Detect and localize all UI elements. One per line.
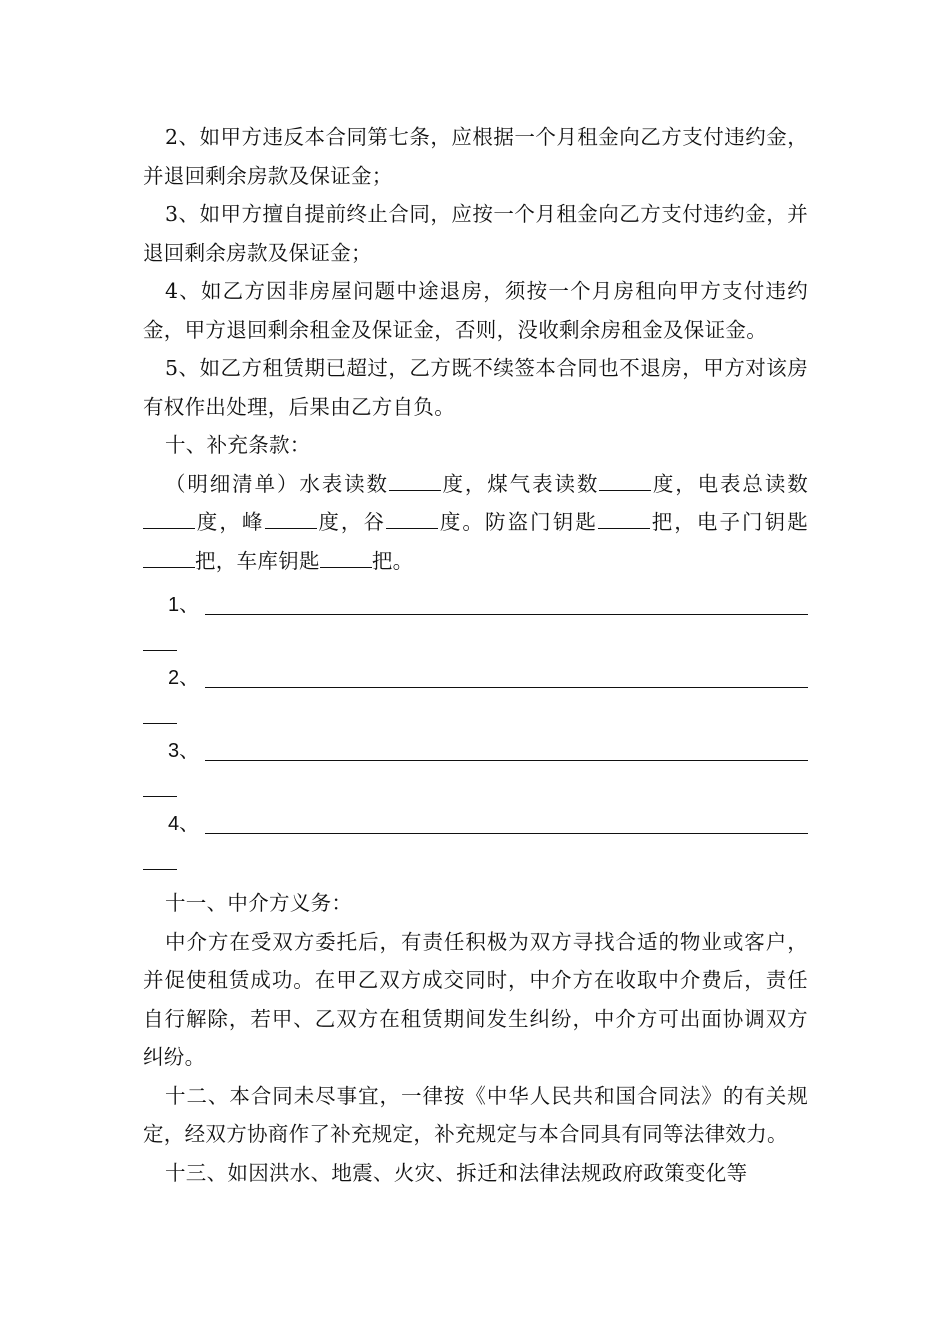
fill-line — [205, 833, 808, 834]
supplementary-item-number: 2、 — [168, 667, 200, 689]
section-thirteen-text: 十三、如因洪水、地震、火灾、拆迁和法律法规政府政策变化等 — [165, 1160, 748, 1185]
supplementary-item-number: 1、 — [168, 594, 200, 616]
e-door-key-blank — [143, 547, 195, 568]
gas-reading-blank — [599, 470, 651, 491]
valley-reading-blank — [386, 508, 438, 529]
supplementary-item-4 — [143, 805, 808, 878]
clause-item-2: 2、如甲方违反本合同第七条，应根据一个月租金向乙方支付违约金，并退回剩余房款及保证金； — [143, 125, 808, 188]
fill-line-continuation — [143, 650, 177, 651]
section-heading-supplementary: 十、补充条款： — [165, 433, 311, 457]
detail-text-peak: 度，峰 — [195, 510, 265, 534]
electric-total-blank — [143, 508, 195, 529]
water-reading-blank — [389, 470, 441, 491]
supplementary-item-2 — [143, 659, 808, 732]
fill-line — [205, 687, 808, 688]
detail-text-gas: 度，煤气表读数 — [440, 471, 600, 496]
detail-text-electric: 度，电表总读数 — [651, 471, 809, 496]
clause-item-5: 5、如乙方租赁期已超过，乙方既不续签本合同也不退房，甲方对该房有权作出处理，后果由乙方自负。 — [143, 356, 808, 419]
clause-item-4: 4、如乙方因非房屋问题中途退房，须按一个月房租向甲方支付违约金，甲方退回剩余租金及保证金，否则，没收剩余房租金及保证金。 — [143, 279, 808, 342]
detail-text-e-door-key: 把，电子门钥匙 — [649, 510, 808, 534]
door-key-blank — [598, 508, 650, 529]
fill-line-continuation — [143, 796, 177, 797]
document-body — [143, 118, 808, 1192]
supplementary-item-1 — [143, 586, 808, 659]
detail-text-garage-key: 把，车库钥匙 — [195, 548, 320, 573]
detail-text-valley: 度，谷 — [316, 510, 387, 534]
detail-text-door-key: 度。防盗门钥匙 — [438, 510, 598, 534]
detail-text-water: （明细清单）水表读数 — [165, 471, 389, 496]
supplementary-item-3 — [143, 732, 808, 805]
detail-text-end: 把。 — [371, 548, 414, 573]
supplementary-item-number: 3、 — [168, 740, 200, 762]
peak-reading-blank — [265, 508, 317, 529]
fill-line — [205, 760, 808, 761]
fill-line — [205, 614, 808, 615]
fill-line-continuation — [143, 723, 177, 724]
detail-list-paragraph — [143, 465, 808, 581]
supplementary-item-number: 4、 — [168, 813, 200, 835]
fill-line-continuation — [143, 869, 177, 870]
section-twelve-text: 十二、本合同未尽事宜，一律按《中华人民共和国合同法》的有关规定，经双方协商作了补充规定，补充规定与本合同具有同等法律效力。 — [143, 1083, 808, 1146]
section-heading-agent-duties: 十一、中介方义务： — [165, 891, 353, 915]
clause-item-3: 3、如甲方擅自提前终止合同，应按一个月租金向乙方支付违约金，并退回剩余房款及保证金； — [143, 202, 808, 265]
agent-duties-text: 中介方在受双方委托后，有责任积极为双方寻找合适的物业或客户，并促使租赁成功。在甲乙双方成交同时，中介方在收取中介费后，责任自行解除，若甲、乙双方在租赁期间发生纠纷，中介方可出面协调双方纠纷。 — [143, 929, 808, 1069]
garage-key-blank — [320, 547, 372, 568]
